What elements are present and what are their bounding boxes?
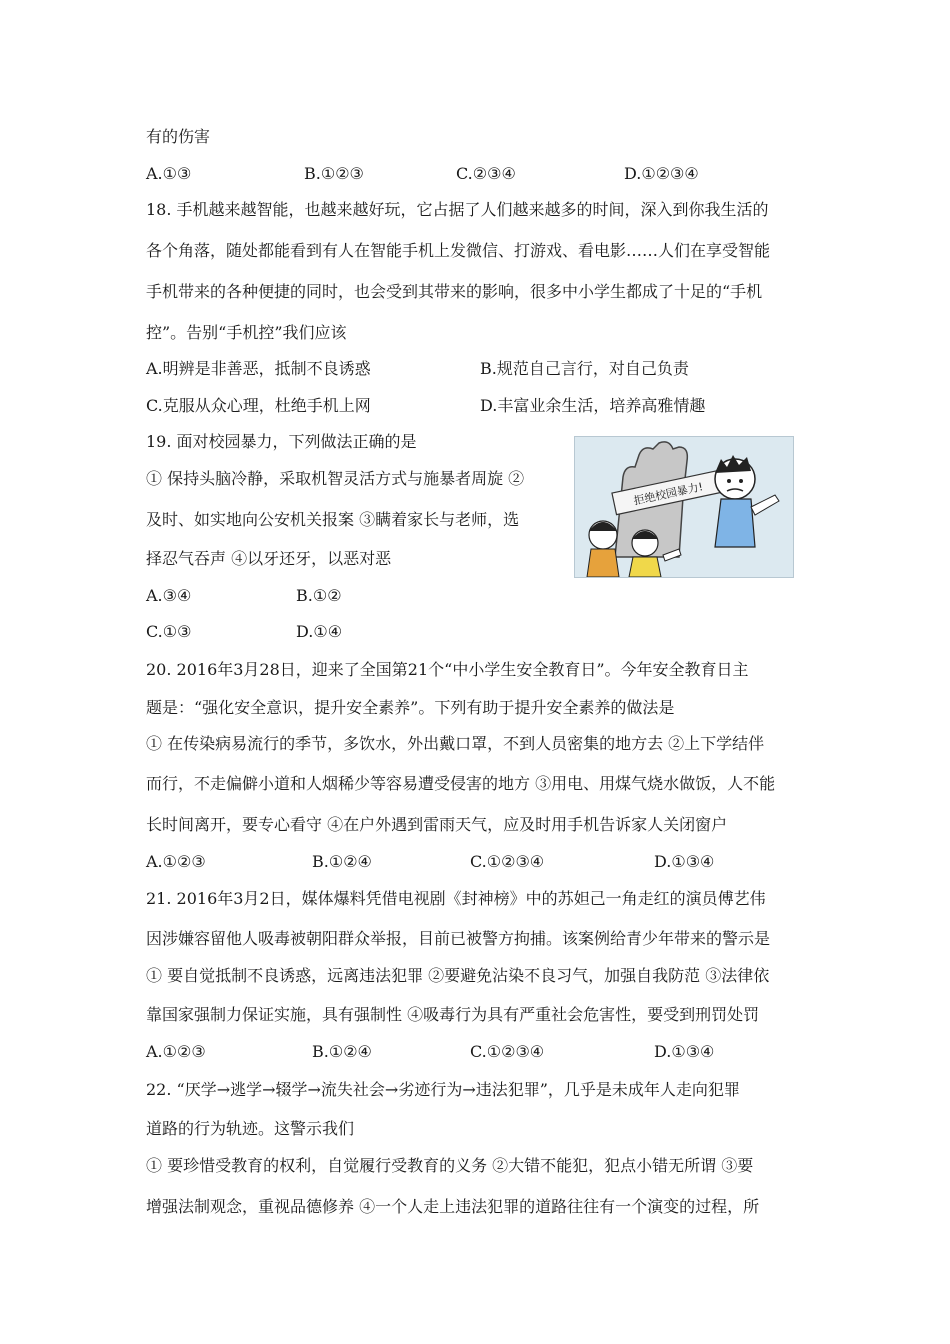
q20-option-d[interactable]: D.①③④ (654, 852, 715, 871)
q19-stem-line: 择忍气吞声 ④以牙还牙，以恶对恶 (146, 549, 392, 568)
continued-text-line: 有的伤害 (146, 127, 211, 146)
q21-option-c[interactable]: C.①②③④ (470, 1042, 545, 1061)
q18-stem-line: 控”。告别“手机控”我们应该 (146, 323, 347, 342)
q20-option-a[interactable]: A.①②③ (146, 852, 206, 871)
cartoon-sign-text: 拒绝校园暴力! (632, 480, 705, 508)
q20-stem-line: 20. 2016年3月28日，迎来了全国第21个“中小学生安全教育日”。今年安全教育日主 (146, 660, 749, 679)
q18-stem-line: 手机带来的各种便捷的同时，也会受到其带来的影响，很多中小学生都成了十足的“手机 (146, 282, 763, 301)
cartoon-illustration (575, 437, 793, 577)
q22-stem-line: 道路的行为轨迹。这警示我们 (146, 1119, 355, 1138)
q19-stem-line: 19. 面对校园暴力，下列做法正确的是 (146, 432, 417, 451)
q18-stem-line: 18. 手机越来越智能，也越来越好玩，它占据了人们越来越多的时间，深入到你我生活的 (146, 200, 769, 219)
q20-stem-line: 题是：“强化安全意识，提升安全素养”。下列有助于提升安全素养的做法是 (146, 698, 675, 717)
q18-option-a[interactable]: A.明辨是非善恶，抵制不良诱惑 (146, 359, 371, 378)
q17-option-b[interactable]: B.①②③ (304, 164, 364, 183)
anti-school-violence-cartoon (574, 436, 794, 578)
q21-stem-line: 因涉嫌容留他人吸毒被朝阳群众举报，目前已被警方拘捕。该案例给青少年带来的警示是 (146, 929, 771, 948)
q19-stem-line: 及时、如实地向公安机关报案 ③瞒着家长与老师，选 (146, 510, 520, 529)
q18-option-b[interactable]: B.规范自己言行，对自己负责 (480, 359, 689, 378)
q18-option-c[interactable]: C.克服从众心理，杜绝手机上网 (146, 396, 371, 415)
q18-option-d[interactable]: D.丰富业余生活，培养高雅情趣 (480, 396, 706, 415)
q21-stem-line: 21. 2016年3月2日，媒体爆料凭借电视剧《封神榜》中的苏妲己一角走红的演员傅艺伟 (146, 889, 766, 908)
q20-stem-line: 长时间离开，要专心看守 ④在户外遇到雷雨天气，应及时用手机告诉家人关闭窗户 (146, 815, 728, 834)
q17-option-a[interactable]: A.①③ (146, 164, 192, 183)
q22-stem-line: 增强法制观念，重视品德修养 ④一个人走上违法犯罪的道路往往有一个演变的过程，所 (146, 1197, 760, 1216)
q20-stem-line: ① 在传染病易流行的季节，多饮水，外出戴口罩，不到人员密集的地方去 ②上下学结伴 (146, 734, 765, 753)
q19-stem-line: ① 保持头脑冷静，采取机智灵活方式与施暴者周旋 ② (146, 469, 525, 488)
q21-option-d[interactable]: D.①③④ (654, 1042, 715, 1061)
q17-option-c[interactable]: C.②③④ (456, 164, 516, 183)
q22-stem-line: ① 要珍惜受教育的权利，自觉履行受教育的义务 ②大错不能犯，犯点小错无所谓 ③要 (146, 1156, 754, 1175)
q20-option-b[interactable]: B.①②④ (312, 852, 372, 871)
q19-option-a[interactable]: A.③④ (146, 586, 192, 605)
q21-option-b[interactable]: B.①②④ (312, 1042, 372, 1061)
q17-option-d[interactable]: D.①②③④ (624, 164, 699, 183)
q19-option-c[interactable]: C.①③ (146, 622, 192, 641)
q19-option-b[interactable]: B.①② (296, 586, 342, 605)
q21-option-a[interactable]: A.①②③ (146, 1042, 206, 1061)
q20-stem-line: 而行，不走偏僻小道和人烟稀少等容易遭受侵害的地方 ③用电、用煤气烧水做饭，人不能 (146, 774, 776, 793)
q20-option-c[interactable]: C.①②③④ (470, 852, 545, 871)
q21-stem-line: 靠国家强制力保证实施，具有强制性 ④吸毒行为具有严重社会危害性，要受到刑罚处罚 (146, 1005, 760, 1024)
q18-stem-line: 各个角落，随处都能看到有人在智能手机上发微信、打游戏、看电影……人们在享受智能 (146, 241, 771, 260)
q22-stem-line: 22. “厌学→逃学→辍学→流失社会→劣迹行为→违法犯罪”，几乎是未成年人走向犯罪 (146, 1080, 740, 1099)
q19-option-d[interactable]: D.①④ (296, 622, 343, 641)
q21-stem-line: ① 要自觉抵制不良诱惑，远离违法犯罪 ②要避免沾染不良习气，加强自我防范 ③法律依 (146, 966, 770, 985)
